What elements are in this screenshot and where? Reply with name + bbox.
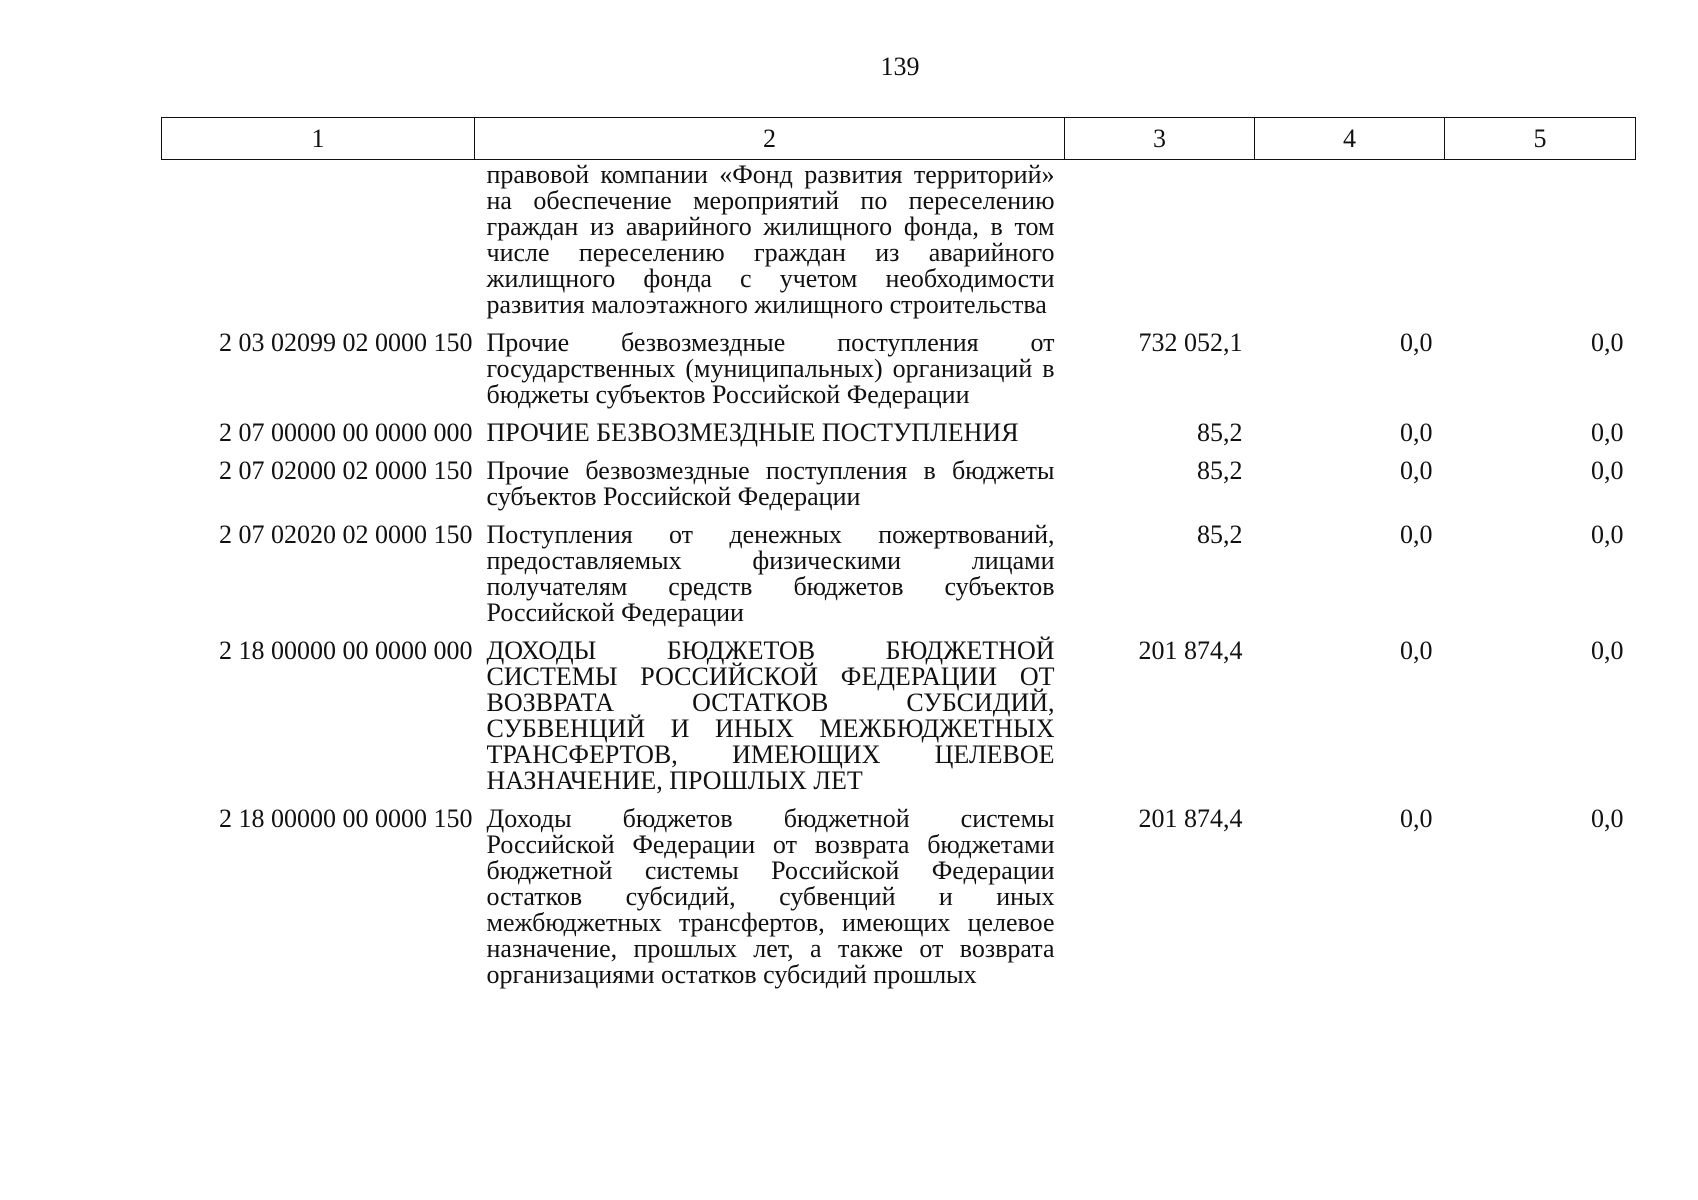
row-value-col3 bbox=[1065, 160, 1255, 319]
row-value-col4: 0,0 bbox=[1400, 636, 1433, 665]
row-value-col5 bbox=[1445, 160, 1636, 319]
row-value-col5: 0,0 bbox=[1591, 456, 1624, 485]
row-value-col3: 85,2 bbox=[1197, 418, 1243, 447]
row-description: правовой компании «Фонд развития территорий» на обеспечение мероприятий по переселению граждан из аварийного жилищного фонда, в том числе переселению граждан из аварийного жилищного фонда с учетом необходимости развития малоэтажного жилищного строительства bbox=[486, 160, 1055, 319]
row-description: ПРОЧИЕ БЕЗВОЗМЕЗДНЫЕ ПОСТУПЛЕНИЯ bbox=[486, 418, 1019, 447]
row-description: Доходы бюджетов бюджетной системы Российской Федерации от возврата бюджетами бюджетной системы Российской Федерации остатков субсидий, субвенций и иных межбюджетных трансфертов, имеющих целевое назначение, прошлых лет, а также от возврата организациями остатков субсидий прошлых bbox=[486, 804, 1055, 989]
header-col-2: 2 bbox=[475, 118, 1065, 160]
table-row bbox=[162, 318, 1636, 408]
header-row bbox=[162, 118, 1636, 160]
row-code: 2 03 02099 02 0000 150 bbox=[219, 328, 473, 357]
row-value-col4: 0,0 bbox=[1400, 418, 1433, 447]
row-value-col4: 0,0 bbox=[1400, 456, 1433, 485]
row-value-col5: 0,0 bbox=[1591, 418, 1624, 447]
row-value-col5: 0,0 bbox=[1591, 804, 1624, 833]
row-value-col4: 0,0 bbox=[1400, 520, 1433, 549]
table-row bbox=[162, 794, 1636, 988]
row-value-col3: 732 052,1 bbox=[1138, 328, 1243, 357]
row-value-col5: 0,0 bbox=[1591, 636, 1624, 665]
header-col-1: 1 bbox=[162, 118, 475, 160]
row-value-col3: 85,2 bbox=[1197, 520, 1243, 549]
row-code: 2 07 00000 00 0000 000 bbox=[219, 418, 473, 447]
row-value-col4: 0,0 bbox=[1400, 804, 1433, 833]
table-row bbox=[162, 510, 1636, 626]
row-value-col3: 201 874,4 bbox=[1138, 636, 1243, 665]
row-value-col3: 85,2 bbox=[1197, 456, 1243, 485]
table-row bbox=[162, 626, 1636, 794]
row-value-col3: 201 874,4 bbox=[1138, 804, 1243, 833]
row-value-col5: 0,0 bbox=[1591, 328, 1624, 357]
row-value-col4: 0,0 bbox=[1400, 328, 1433, 357]
row-code: 2 07 02020 02 0000 150 bbox=[219, 520, 473, 549]
row-description: ДОХОДЫ БЮДЖЕТОВ БЮДЖЕТНОЙ СИСТЕМЫ РОССИЙСКОЙ ФЕДЕРАЦИИ ОТ ВОЗВРАТА ОСТАТКОВ СУБСИДИЙ, СУБВЕНЦИЙ И ИНЫХ МЕЖБЮДЖЕТНЫХ ТРАНСФЕРТОВ, ИМЕЮЩИХ ЦЕЛЕВОЕ НАЗНАЧЕНИЕ, ПРОШЛЫХ ЛЕТ bbox=[486, 636, 1055, 795]
table-row bbox=[162, 160, 1636, 319]
header-col-5: 5 bbox=[1445, 118, 1636, 160]
table-row bbox=[162, 446, 1636, 510]
row-code: 2 18 00000 00 0000 150 bbox=[219, 804, 473, 833]
header-col-3: 3 bbox=[1065, 118, 1255, 160]
row-code: 2 07 02000 02 0000 150 bbox=[219, 456, 473, 485]
row-code bbox=[162, 160, 475, 319]
row-description: Прочие безвозмездные поступления в бюджеты субъектов Российской Федерации bbox=[486, 456, 1055, 511]
table-body bbox=[162, 160, 1636, 989]
header-col-4: 4 bbox=[1255, 118, 1445, 160]
budget-revenue-table bbox=[161, 117, 1636, 988]
row-value-col4 bbox=[1255, 160, 1445, 319]
row-description: Прочие безвозмездные поступления от государственных (муниципальных) организаций в бюджеты субъектов Российской Федерации bbox=[486, 328, 1055, 409]
row-description: Поступления от денежных пожертвований, предоставляемых физическими лицами получателям средств бюджетов субъектов Российской Федерации bbox=[486, 520, 1055, 627]
row-code: 2 18 00000 00 0000 000 bbox=[219, 636, 473, 665]
table-header bbox=[162, 118, 1636, 160]
row-value-col5: 0,0 bbox=[1591, 520, 1624, 549]
table-row bbox=[162, 408, 1636, 446]
page-number: 139 bbox=[880, 52, 920, 81]
